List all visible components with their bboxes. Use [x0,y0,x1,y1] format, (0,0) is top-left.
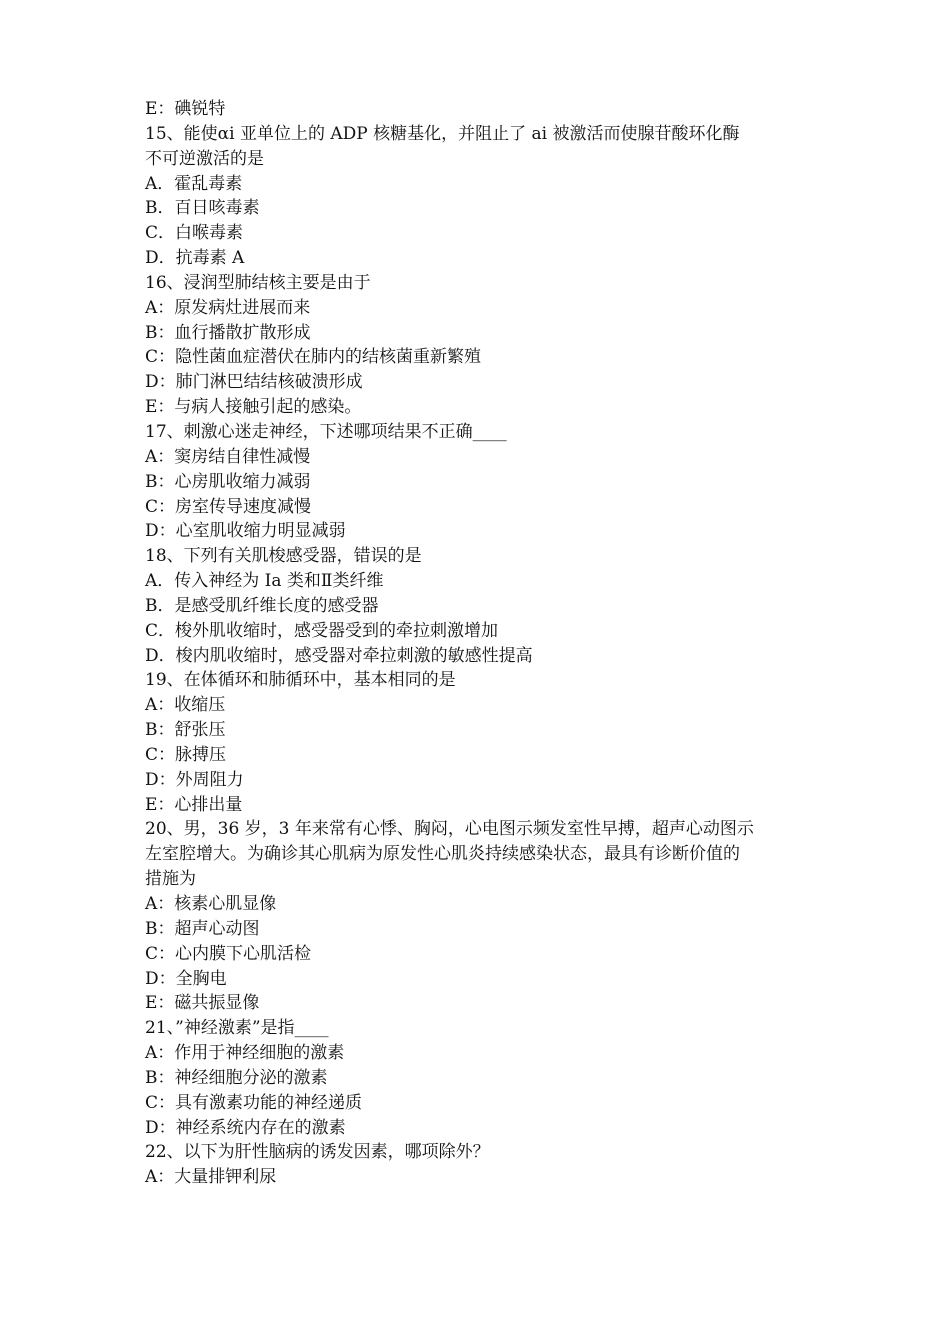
text-line: A：收缩压 [145,695,226,716]
document-body [145,97,825,1190]
text-line: A：大量排钾利尿 [145,1167,277,1188]
text-line: A：核素心肌显像 [145,894,277,914]
text-line: 20、男，36 岁，3 年来常有心悸、胸闷，心电图示频发室性早搏，超声心动图示 [145,819,754,840]
text-line: D．梭内肌收缩时，感受器对牵拉刺激的敏感性提高 [145,645,533,666]
text-line: B：血行播散扩散形成 [145,322,311,343]
text-line: C．梭外肌收缩时，感受器受到的牵拉刺激增加 [145,620,499,641]
text-line: 左室腔增大。为确诊其心肌病为原发性心肌炎持续感染状态，最具有诊断价值的 [145,844,740,865]
text-line: 21、”神经激素”是指____ [145,1018,329,1039]
text-line: D：全胸电 [145,968,227,989]
text-line: A：原发病灶进展而来 [145,297,311,318]
text-line: A：作用于神经细胞的激素 [145,1043,345,1064]
text-line: 18、下列有关肌梭感受器，错误的是 [145,546,422,567]
text-line: E：心排出量 [145,794,243,815]
text-line: 17、刺激心迷走神经，下述哪项结果不正确____ [145,421,507,442]
text-line: D：外周阻力 [145,769,244,790]
text-line: D．抗毒素 A [145,248,245,269]
text-line: 19、在体循环和肺循环中，基本相同的是 [145,670,456,691]
text-line: A．传入神经为 Ia 类和Ⅱ类纤维 [145,571,384,592]
text-line: 15、能使αi 亚单位上的 ADP 核糖基化，并阻止了 ai 被激活而使腺苷酸环化酶 [145,123,740,144]
text-line: B．百日咳毒素 [145,198,260,219]
text-line: 22、以下为肝性脑病的诱发因素，哪项除外？ [145,1142,490,1163]
text-line: B：心房肌收缩力减弱 [145,471,311,492]
text-line: C：脉搏压 [145,744,227,765]
text-line: 措施为 [145,869,196,890]
text-line: E：与病人接触引起的感染。 [145,397,362,418]
text-line: A：窦房结自律性减慢 [145,446,311,467]
text-line: 不可逆激活的是 [145,148,264,169]
text-line: E：碘锐特 [145,99,226,119]
text-line: C．白喉毒素 [145,223,244,244]
text-line: A．霍乱毒素 [145,173,243,194]
text-line: C：隐性菌血症潜伏在肺内的结核菌重新繁殖 [145,347,482,368]
text-line: 16、浸润型肺结核主要是由于 [145,272,371,293]
text-line: C：具有激素功能的神经递质 [145,1092,363,1113]
text-line: C：房室传导速度减慢 [145,496,312,517]
text-line: B：舒张压 [145,720,226,741]
text-line: C：心内膜下心肌活检 [145,943,312,964]
text-line: B：神经细胞分泌的激素 [145,1067,328,1088]
text-line: D：神经系统内存在的激素 [145,1117,346,1138]
text-line: B．是感受肌纤维长度的感受器 [145,595,379,616]
text-line: D：心室肌收缩力明显减弱 [145,521,346,542]
text-line: B：超声心动图 [145,918,260,939]
text-line: D：肺门淋巴结结核破溃形成 [145,372,363,393]
text-line: E：磁共振显像 [145,993,260,1014]
